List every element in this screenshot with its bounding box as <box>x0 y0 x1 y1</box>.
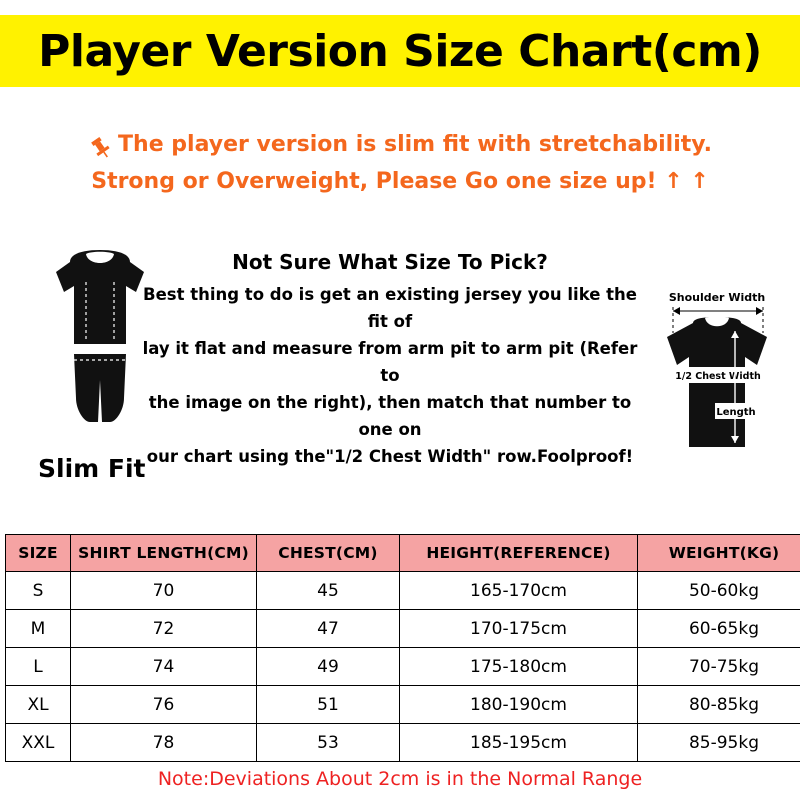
page-title: Player Version Size Chart(cm) <box>38 25 762 77</box>
cell-length: 74 <box>71 648 257 686</box>
cell-height: 180-190cm <box>400 686 638 724</box>
cell-length: 78 <box>71 724 257 762</box>
column-header-shirt-length: SHIRT LENGTH(CM) <box>71 535 257 572</box>
cell-size: L <box>6 648 71 686</box>
cell-weight: 70-75kg <box>638 648 800 686</box>
cell-height: 185-195cm <box>400 724 638 762</box>
notice-line-2 <box>0 162 800 202</box>
cell-weight: 85-95kg <box>638 724 800 762</box>
table-row <box>6 724 800 762</box>
cell-height: 165-170cm <box>400 572 638 610</box>
arrow-up-icon-2: ↑ <box>690 169 709 194</box>
cell-chest: 53 <box>257 724 400 762</box>
cell-weight: 60-65kg <box>638 610 800 648</box>
center-body-line-2: lay it flat and measure from arm pit to arm pit (Refer to <box>142 339 638 385</box>
cell-size: XXL <box>6 724 71 762</box>
column-header-height: HEIGHT(REFERENCE) <box>400 535 638 572</box>
table-header-row <box>6 535 800 572</box>
cell-size: S <box>6 572 71 610</box>
cell-height: 170-175cm <box>400 610 638 648</box>
cell-chest: 49 <box>257 648 400 686</box>
push-pin-icon <box>88 135 114 161</box>
cell-chest: 51 <box>257 686 400 724</box>
center-body-line-3: the image on the right), then match that number to one on <box>148 393 632 439</box>
cell-height: 175-180cm <box>400 648 638 686</box>
center-body-line-1: Best thing to do is get an existing jersey you like the fit of <box>143 285 637 331</box>
cell-length: 76 <box>71 686 257 724</box>
cell-weight: 50-60kg <box>638 572 800 610</box>
cell-size: M <box>6 610 71 648</box>
cell-chest: 47 <box>257 610 400 648</box>
footer-note: Note:Deviations About 2cm is in the Normal Range <box>157 768 643 790</box>
cell-length: 72 <box>71 610 257 648</box>
table-head <box>6 535 800 572</box>
slim-fit-label: Slim Fit <box>38 454 146 483</box>
notice-line-1 <box>0 128 800 162</box>
svg-text:1/2 Chest Width: 1/2 Chest Width <box>675 371 761 382</box>
center-heading: Not Sure What Size To Pick? <box>232 250 548 274</box>
notice-text-1: The player version is slim fit with stretchability. <box>118 132 712 157</box>
header-banner <box>0 15 800 87</box>
cell-length: 70 <box>71 572 257 610</box>
table-row <box>6 686 800 724</box>
center-body <box>140 281 640 470</box>
column-header-weight: WEIGHT(KG) <box>638 535 800 572</box>
notice-block <box>0 128 800 202</box>
table-body <box>6 572 800 762</box>
table-row <box>6 648 800 686</box>
cell-size: XL <box>6 686 71 724</box>
center-text-block <box>140 250 640 470</box>
notice-text-2: Strong or Overweight, Please Go one size up! <box>91 169 657 194</box>
column-header-chest: CHEST(CM) <box>257 535 400 572</box>
arrow-up-icon-1: ↑ <box>664 169 683 194</box>
table-row <box>6 610 800 648</box>
svg-text:Shoulder Width: Shoulder Width <box>668 291 766 304</box>
size-chart-table <box>5 534 800 762</box>
middle-section <box>0 232 800 522</box>
svg-text:Length: Length <box>716 407 756 418</box>
center-body-line-4: our chart using the"1/2 Chest Width" row.Foolproof! <box>146 447 634 466</box>
cell-weight: 80-85kg <box>638 686 800 724</box>
tshirt-measurement-diagram-icon <box>645 287 785 467</box>
cell-chest: 45 <box>257 572 400 610</box>
table-row <box>6 572 800 610</box>
column-header-size: SIZE <box>6 535 71 572</box>
